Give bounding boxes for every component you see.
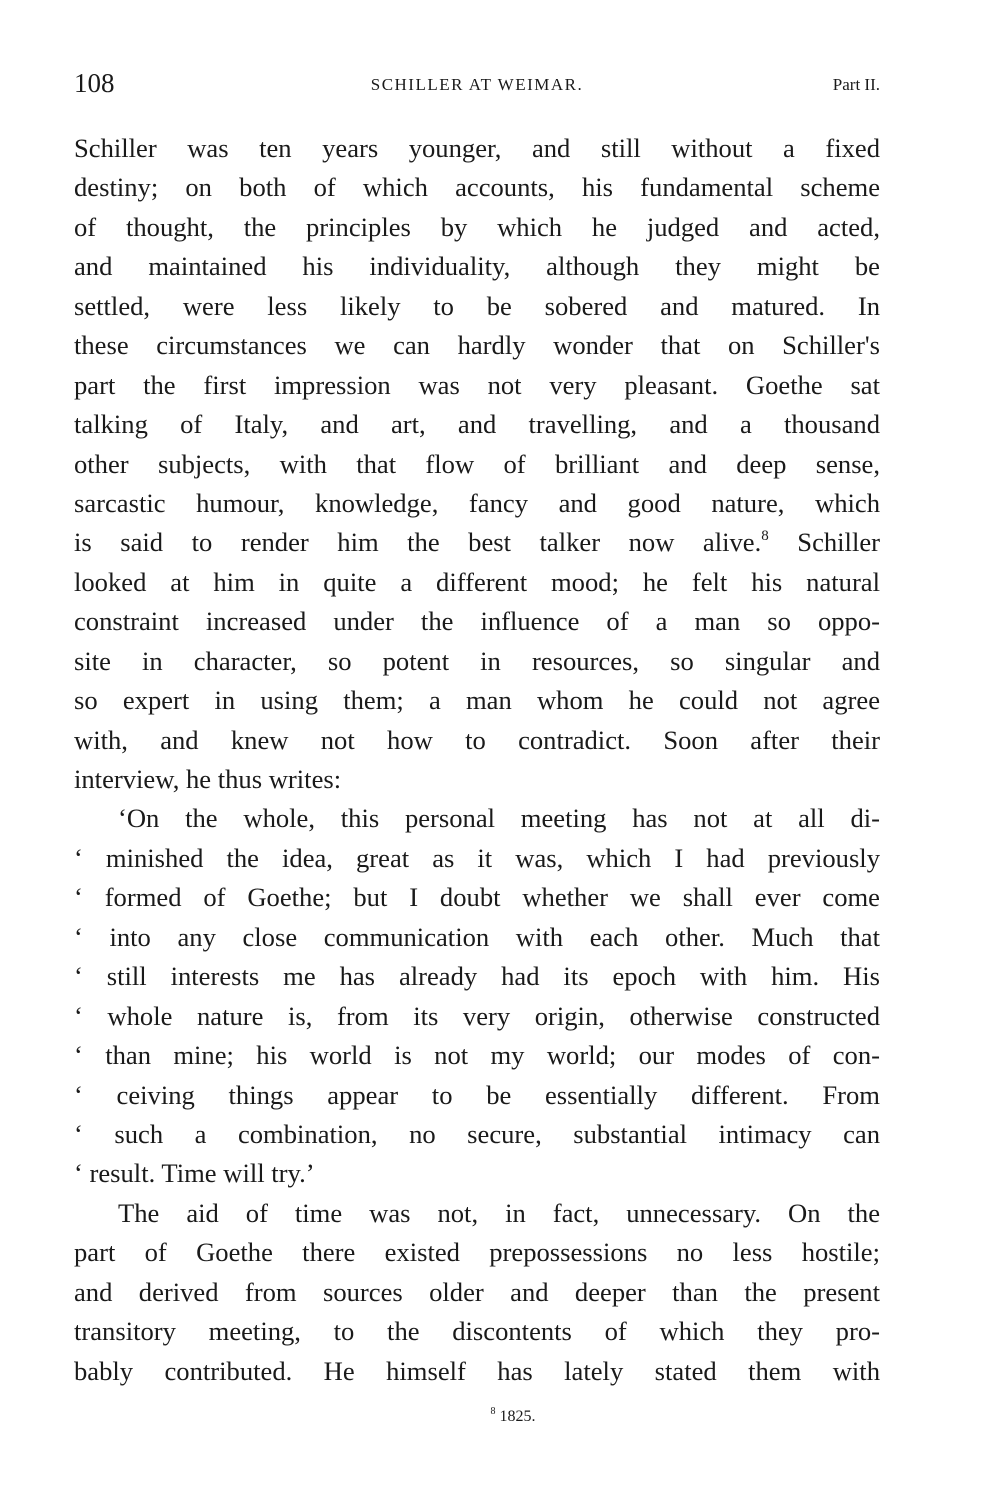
text-segment: is said to render him the best talker now alive. [74,527,762,558]
text-line: ‘ still interests me has already had its epoch with him. His [74,961,880,992]
text-segment: Schiller [797,527,880,558]
text-line: The aid of time was not, in fact, unnecessary. On the [118,1197,880,1228]
text-line: ‘ formed of Goethe; but I doubt whether we shall ever come [74,882,880,913]
part-label: Part II. [832,75,880,94]
text-line: talking of Italy, and art, and travelling, and a thousand [74,409,880,440]
text-line: ‘ result. Time will try.’ [74,1158,315,1189]
footnote-text: 1825. [499,1408,536,1425]
footnote [0,1404,1000,1430]
text-line: part the first impression was not very pleasant. Goethe sat [74,369,880,400]
text-line: looked at him in quite a different mood; he felt his natural [74,566,880,597]
text-line: Schiller was ten years younger, and still without a fixed [74,133,880,163]
text-line: with, and knew not how to contradict. Soon after their [74,724,880,755]
paragraph-3 [74,1194,880,1391]
text-line-with-note [74,523,880,562]
text-line: ‘ whole nature is, from its very origin, otherwise constructed [74,1000,880,1031]
text-line: ‘ than mine; his world is not my world; our modes of con- [74,1040,880,1071]
text-line: of thought, the principles by which he judged and acted, [74,211,880,242]
text-line: these circumstances we can hardly wonder that on Schiller's [74,330,880,361]
running-head [74,66,880,100]
body-text [74,129,880,1391]
footnote-marker: 8 [490,1406,496,1417]
page-number: 108 [74,68,115,98]
text-line: ‘ into any close communication with each other. Much that [74,921,880,952]
text-line: so expert in using them; a man whom he could not agree [74,685,880,716]
text-line: ‘ ceiving things appear to be essentially different. From [74,1079,880,1110]
text-line: ‘On the whole, this personal meeting has not at all di- [118,803,880,834]
text-line: and maintained his individuality, although they might be [74,251,880,282]
text-line: destiny; on both of which accounts, his fundamental scheme [74,172,880,203]
footnote-reference: 8 [761,528,769,545]
text-line: ‘ such a combination, no secure, substantial intimacy can [74,1118,880,1149]
text-line: other subjects, with that flow of brilliant and deep sense, [74,448,880,479]
quotation-paragraph [74,799,880,1193]
text-line: bably contributed. He himself has lately stated them with [74,1355,880,1386]
text-line: ‘ minished the idea, great as it was, which I had previously [74,842,880,873]
text-line: settled, were less likely to be sobered and matured. In [74,290,880,321]
paragraph-1 [74,129,880,799]
text-line: constraint increased under the influence of a man so oppo- [74,606,880,637]
text-line: part of Goethe there existed prepossessions no less hostile; [74,1237,880,1268]
text-line: site in character, so potent in resources, so singular and [74,645,880,676]
running-title: SCHILLER AT WEIMAR. [370,75,584,94]
text-line: and derived from sources older and deeper than the present [74,1276,880,1307]
text-line: interview, he thus writes: [74,764,342,794]
text-line: sarcastic humour, knowledge, fancy and good nature, which [74,487,880,518]
text-line: transitory meeting, to the discontents of which they pro- [74,1316,880,1347]
